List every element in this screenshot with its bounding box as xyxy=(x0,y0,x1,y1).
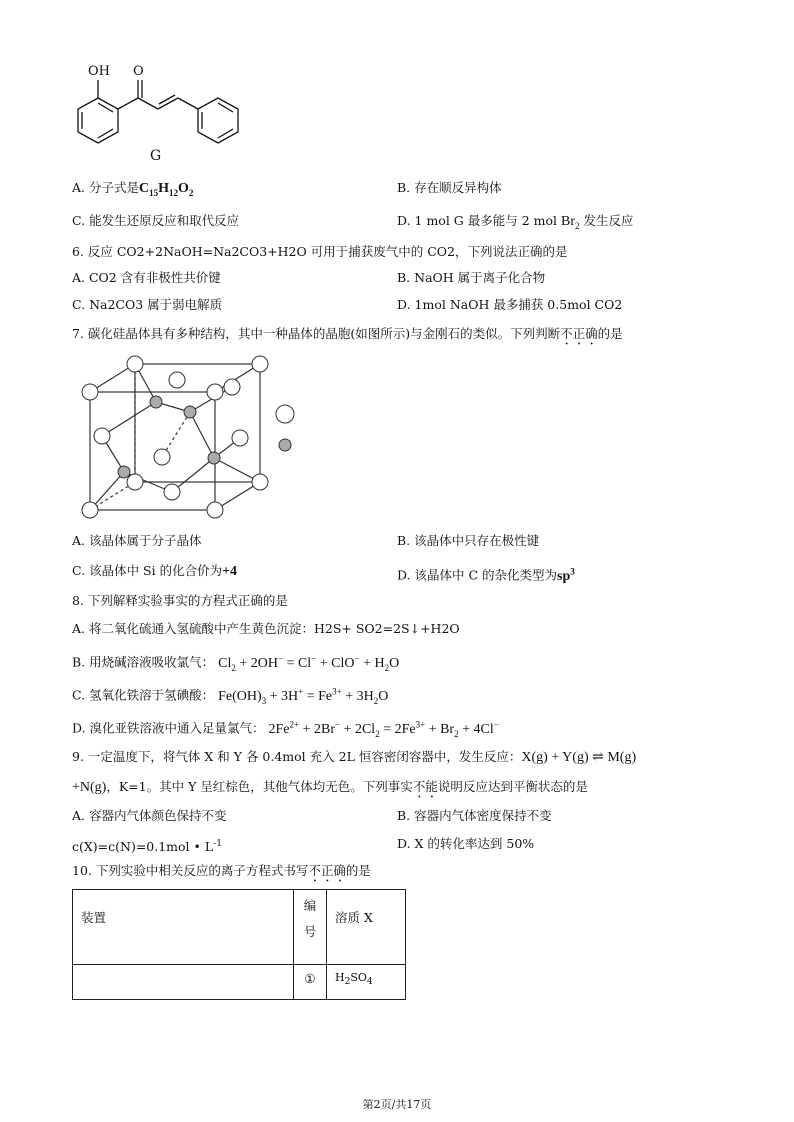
q7-option-d: D. 该晶体中 C 的杂化类型为$sp^3$ xyxy=(397,566,575,584)
q9-option-d: D. X 的转化率达到 50% xyxy=(397,836,535,851)
sic-unit-cell-diagram xyxy=(72,352,312,527)
q8-option-a: A. 将二氧化硫通入氢硫酸中产生黄色沉淀：H2S+ SO2=2S↓+H2O xyxy=(72,621,460,636)
q9-option-b: B. 容器内气体密度保持不变 xyxy=(397,808,552,823)
q7-stem: 7. 碳化硅晶体具有多种结构，其中一种晶体的晶胞(如图所示)与金刚石的类似。下列判断不正确的是 xyxy=(72,326,623,341)
table-cell-device xyxy=(73,965,294,1000)
q9-option-a: A. 容器内气体颜色保持不变 xyxy=(72,808,227,823)
table-header-device: 装置 xyxy=(73,890,294,965)
q6-option-d: D. 1mol NaOH 最多捕获 0.5mol CO2 xyxy=(397,297,623,312)
table-row xyxy=(73,965,406,1000)
q8-stem: 8. 下列解释实验事实的方程式正确的是 xyxy=(72,593,288,608)
q6-option-c: C. Na2CO3 属于弱电解质 xyxy=(72,297,223,312)
q5-option-d: D. 1 mol G 最多能与 2 mol $Br_2$ 发生反应 xyxy=(397,213,634,231)
q7-option-c: C. 该晶体中 Si 的化合价为+4 xyxy=(72,563,238,579)
q5-option-c: C. 能发生还原反应和取代反应 xyxy=(72,213,240,228)
table-cell-solute: $H_2SO_4$ xyxy=(327,965,406,1000)
q8-option-d: D. 溴化亚铁溶液中通入足量氯气： $2Fe^{2+} + 2Br^- + 2Cl_2 = 2Fe^{3+} + Br_2 + 4Cl^-$ xyxy=(72,719,499,739)
q8-option-c: C. 氢氧化铁溶于氢碘酸： $Fe(OH)_3 + 3H^+ = Fe^{3+} + 3H_2O$ xyxy=(72,686,389,706)
q10-table xyxy=(72,889,406,1000)
q5-option-b: B. 存在顺反异构体 xyxy=(397,180,502,195)
q9-stem-line2: +N(g)，K=1。其中 Y 呈红棕色，其他气体均无色。下列事实不能说明反应达到平衡状态的是 xyxy=(72,779,588,795)
q9-option-c: c(X)=c(N)=0.1mol • $L^{-1}$ xyxy=(72,839,222,855)
q6-option-a: A. CO2 含有非极性共价键 xyxy=(72,270,221,285)
q10-stem: 10. 下列实验中相关反应的离子方程式书写不正确的是 xyxy=(72,863,371,878)
q9-stem-line1: 9. 一定温度下，将气体 X 和 Y 各 0.4mol 充入 2L 恒容密闭容器中，发生反应：X(g) + Y(g) ⇌ M(g) xyxy=(72,749,637,765)
q7-option-a: A. 该晶体属于分子晶体 xyxy=(72,533,202,548)
q6-stem: 6. 反应 CO2+2NaOH=Na2CO3+H2O 可用于捕获废气中的 CO2，下列说法正确的是 xyxy=(72,244,568,259)
o-label: O xyxy=(133,64,144,79)
q8-option-b: B. 用烧碱溶液吸收氯气： $Cl_2 + 2OH^- = Cl^- + ClO^- + H_2O$ xyxy=(72,653,400,673)
table-header-solute: 溶质 X xyxy=(327,890,406,965)
page-footer: 第2页/共17页 xyxy=(362,1098,432,1111)
table-cell-number: ① xyxy=(294,965,327,1000)
q6-option-b: B. NaOH 属于离子化合物 xyxy=(397,270,546,285)
q7-option-b: B. 该晶体中只存在极性键 xyxy=(397,533,540,548)
table-header-number: 编 号 xyxy=(294,890,327,965)
molecule-label: G xyxy=(150,148,162,164)
table-row xyxy=(73,890,406,965)
q5-option-a: A. 分子式是$C_{15}H_{12}O_2$ xyxy=(72,180,194,198)
oh-label: OH xyxy=(88,64,110,79)
